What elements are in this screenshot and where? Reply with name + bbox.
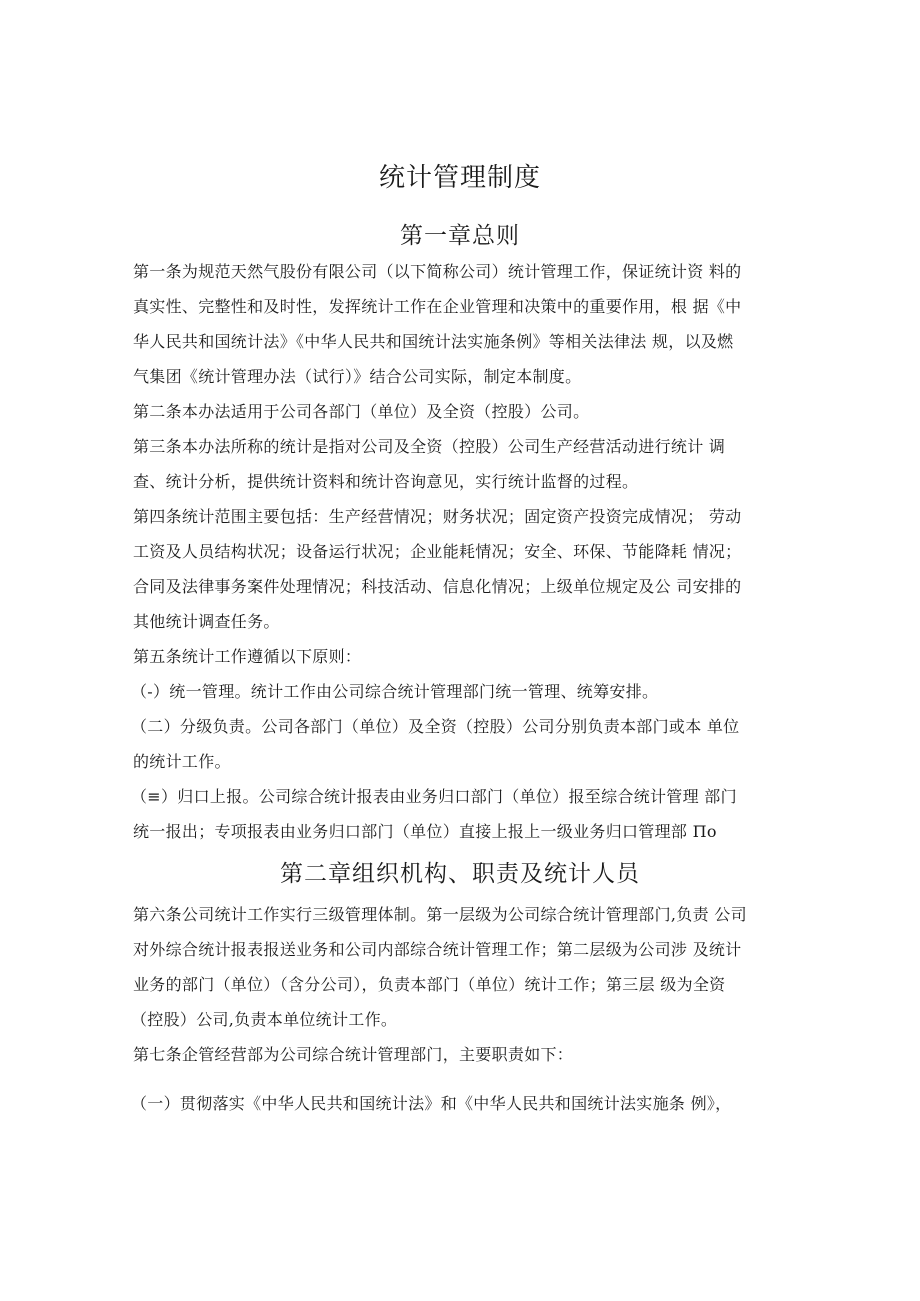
paragraph-line: （-）统一管理。统计工作由公司综合统计管理部门统一管理、统筹安排。 [131,682,659,701]
paragraph-line: 统一报出；专项报表由业务归口部门（单位）直接上报上一级业务归口管理部 Πo [133,822,717,841]
paragraph-line: （≡）归口上报。公司综合统计报表由业务归口部门（单位）报至综合统计管理 部门 [131,787,737,806]
paragraph-line: 第四条统计范围主要包括：生产经营情况；财务状况；固定资产投资完成情况； 劳动 [133,507,742,526]
paragraph-line: 查、统计分析，提供统计资料和统计咨询意见，实行统计监督的过程。 [133,472,639,491]
paragraph-line: （控股）公司,负责本单位统计工作。 [131,1010,398,1029]
paragraph-line: 华人民共和国统计法》《中华人民共和国统计法实施条例》等相关法律法 规，以及燃 [133,332,734,351]
paragraph-line: 合同及法律事务案件处理情况；科技活动、信息化情况；上级单位规定及公 司安排的 [133,577,742,596]
paragraph-line: 第五条统计工作遵循以下原则： [133,647,362,666]
chapter-2-heading: 第二章组织机构、职责及统计人员 [280,861,640,887]
paragraph-line: 工资及人员结构状况；设备运行状况；企业能耗情况；安全、环保、节能降耗 情况； [133,542,742,561]
paragraph-line: （一）贯彻落实《中华人民共和国统计法》和《中华人民共和国统计法实施条 例》， [131,1094,732,1113]
paragraph-line: 第七条企管经营部为公司综合统计管理部门，主要职责如下： [133,1045,574,1064]
paragraph-line: 第六条公司统计工作实行三级管理体制。第一层级为公司综合统计管理部门,负责 公司 [133,905,747,924]
paragraph-line: 第二条本办法适用于公司各部门（单位）及全资（控股）公司。 [133,402,590,421]
paragraph-line: 其他统计调查任务。 [133,612,280,631]
paragraph-line: （二）分级负责。公司各部门（单位）及全资（控股）公司分别负责本部门或本 单位 [131,717,740,736]
paragraph-line: 第三条本办法所称的统计是指对公司及全资（控股）公司生产经营活动进行统计 调 [133,437,726,456]
paragraph-line: 真实性、完整性和及时性，发挥统计工作在企业管理和决策中的重要作用，根 据《中 [133,297,742,316]
paragraph-line: 对外综合统计报表报送业务和公司内部综合统计管理工作；第二层级为公司涉 及统计 [133,940,742,959]
paragraph-line: 气集团《统计管理办法（试行）》结合公司实际，制定本制度。 [133,367,582,386]
document-title: 统计管理制度 [378,163,541,193]
paragraph-line: 的统计工作。 [133,752,231,771]
paragraph-line: 第一条为规范天然气股份有限公司（以下简称公司）统计管理工作，保证统计资 料的 [133,262,742,281]
paragraph-line: 业务的部门（单位）（含分公司），负责本部门（单位）统计工作；第三层 级为全资 [133,975,726,994]
chapter-1-heading: 第一章总则 [400,223,520,249]
